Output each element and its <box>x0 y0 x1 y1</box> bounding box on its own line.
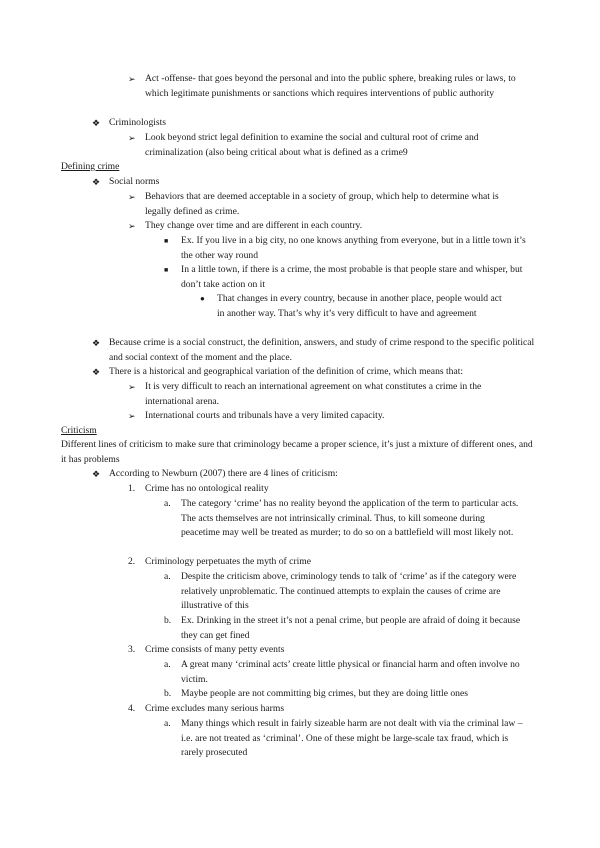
list-letter: a. <box>164 659 171 670</box>
criticism-intro: Different lines of criticism to make sure that criminology became a proper science, it’s just a mixture of different ones, and it has problems <box>61 439 533 465</box>
criticism-2-title: Criminology perpetuates the myth of crime <box>145 556 311 567</box>
arrow-bullet-icon: ➢ <box>128 133 136 143</box>
criticism-1-detail: The category ‘crime’ has no reality beyond the application of the term to particular acts. The acts themselves are not intrinsically criminal. Thus, to kill someone during peacetime may well be treated as murder; to do so on a battlefield will most likely not. <box>181 498 519 539</box>
courts-capacity-detail: International courts and tribunals have a very limited capacity. <box>145 410 385 421</box>
diamond-bullet-icon: ❖ <box>92 367 101 377</box>
example-little-town: In a little town, if there is a crime, the most probable is that people stare and whisper, but don’t take action on it <box>181 264 523 290</box>
diamond-bullet-icon: ❖ <box>92 177 101 187</box>
newburn-item: According to Newburn (2007) there are 4 lines of criticism: <box>109 468 338 479</box>
diamond-bullet-icon: ❖ <box>92 469 101 479</box>
country-variation-note: That changes in every country, because in another place, people would act in another way. That’s why it’s very difficult to have and agreement <box>217 293 502 319</box>
definition-text: Act -offense- that goes beyond the personal and into the public sphere, breaking rules or laws, to which legitimate punishments or sanctions which requires interventions of public authority <box>145 73 516 99</box>
criticism-3-title: Crime consists of many petty events <box>145 644 285 655</box>
criminologists-item: Criminologists <box>109 117 167 128</box>
square-bullet-icon: ■ <box>164 237 169 245</box>
social-norms-detail-1: Behaviors that are deemed acceptable in a society of group, which help to determine what is legally defined as crime. <box>145 191 499 217</box>
list-number: 3. <box>128 644 136 655</box>
criticism-2-detail-b: Ex. Drinking in the street it’s not a penal crime, but people are afraid of doing it because they can get fined <box>181 615 521 641</box>
list-letter: b. <box>164 615 172 626</box>
arrow-bullet-icon: ➢ <box>128 74 136 84</box>
list-letter: a. <box>164 571 171 582</box>
social-norms-detail-2: They change over time and are different in each country. <box>145 220 363 231</box>
list-letter: a. <box>164 498 171 509</box>
list-number: 1. <box>128 483 136 494</box>
arrow-bullet-icon: ➢ <box>128 192 136 202</box>
historical-variation-item: There is a historical and geographical variation of the definition of crime, which means that: <box>109 366 464 377</box>
arrow-bullet-icon: ➢ <box>128 221 136 231</box>
criticism-4-detail: Many things which result in fairly sizeable harm are not dealt with via the criminal law – i.e. are not treated as ‘criminal’. One of these might be large-scale tax fraud, which is rarely prosecuted <box>181 718 523 759</box>
list-number: 2. <box>128 556 136 567</box>
arrow-bullet-icon: ➢ <box>128 382 136 392</box>
diamond-bullet-icon: ❖ <box>92 338 101 348</box>
example-big-city: Ex. If you live in a big city, no one knows anything from everyone, but in a little town it’s the other way round <box>181 235 526 261</box>
list-letter: b. <box>164 688 172 699</box>
list-number: 4. <box>128 703 136 714</box>
social-norms-item: Social norms <box>109 176 160 187</box>
list-letter: a. <box>164 718 171 729</box>
criticism-1-title: Crime has no ontological reality <box>145 483 269 494</box>
international-agreement-detail: It is very difficult to reach an international agreement on what constitutes a crime in the international arena. <box>145 381 482 407</box>
social-construct-item: Because crime is a social construct, the definition, answers, and study of crime respond to the specific political and social context of the moment and the place. <box>109 337 535 363</box>
round-bullet-icon: ● <box>200 294 205 303</box>
criticism-3-detail-a: A great many ‘criminal acts’ create little physical or financial harm and often involve no victim. <box>181 659 520 685</box>
diamond-bullet-icon: ❖ <box>92 118 101 128</box>
heading-defining-crime: Defining crime <box>61 161 120 172</box>
criminologists-detail: Look beyond strict legal definition to examine the social and cultural root of crime and criminalization (also being critical about what is defined as a crime9 <box>145 132 479 158</box>
square-bullet-icon: ■ <box>164 266 169 274</box>
criticism-2-detail-a: Despite the criticism above, criminology tends to talk of ‘crime’ as if the category were relatively unproblematic. The continued attempts to explain the causes of crime are illustrative of this <box>181 571 517 612</box>
heading-criticism: Criticism <box>61 425 97 436</box>
criticism-4-title: Crime excludes many serious harms <box>145 703 285 714</box>
arrow-bullet-icon: ➢ <box>128 411 136 421</box>
criticism-3-detail-b: Maybe people are not committing big crimes, but they are doing little ones <box>181 688 468 699</box>
